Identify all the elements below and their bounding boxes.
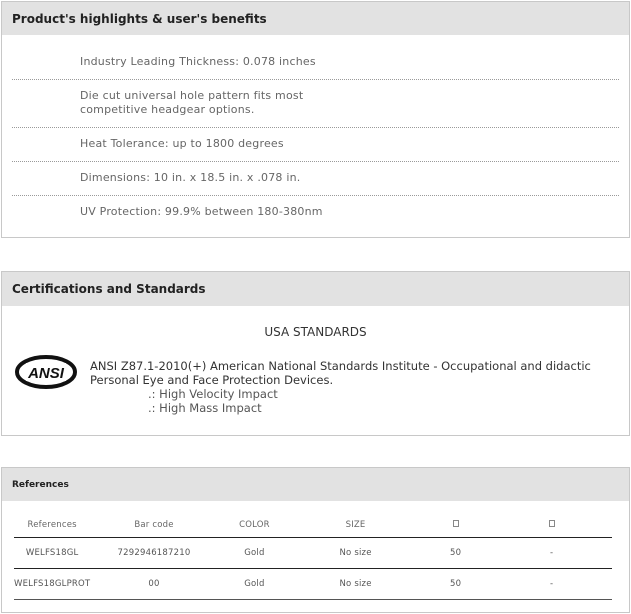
column-header: Bar code: [90, 514, 217, 537]
usa-standards-heading: USA STANDARDS: [264, 325, 367, 339]
color-cell: Gold: [218, 568, 292, 599]
quantity-cell: 50: [420, 537, 491, 568]
table-row: [14, 537, 612, 568]
size-cell: No size: [291, 568, 420, 599]
extra-cell: -: [491, 568, 612, 599]
table-row: [14, 568, 612, 599]
column-header: SIZE: [291, 514, 420, 537]
references-panel: [1, 467, 630, 613]
table-header-row: [14, 514, 612, 537]
reference-cell: WELFS18GLPROT: [14, 568, 90, 599]
impact-item: .: High Mass Impact: [148, 401, 262, 415]
quantity-cell: 50: [420, 568, 491, 599]
highlights-title: Product's highlights & user's benefits: [2, 2, 629, 35]
ansi-standard-description: ANSI Z87.1-2010(+) American National Standards Institute - Occupational and didactic Personal Eye and Face Protection Devices.: [90, 359, 591, 387]
barcode-cell: 00: [90, 568, 217, 599]
ansi-logo: [14, 352, 78, 392]
color-cell: Gold: [218, 537, 292, 568]
size-cell: No size: [291, 537, 420, 568]
impact-item: .: High Velocity Impact: [148, 387, 278, 401]
highlight-item: UV Protection: 99.9% between 180-380nm: [80, 205, 323, 218]
reference-cell: WELFS18GL: [14, 537, 90, 568]
barcode-cell: 7292946187210: [90, 537, 217, 568]
extra-cell: -: [491, 537, 612, 568]
column-header-box-icon: [491, 514, 612, 537]
highlight-item: Heat Tolerance: up to 1800 degrees: [12, 128, 619, 162]
highlight-item: Die cut universal hole pattern fits most competitive headgear options.: [12, 80, 619, 128]
box-icon: [453, 520, 459, 527]
highlight-item: Dimensions: 10 in. x 18.5 in. x .078 in.: [12, 162, 619, 196]
highlights-list: [12, 47, 619, 226]
references-title: References: [2, 468, 629, 501]
ansi-logo-text: ANSI: [28, 365, 64, 382]
certifications-title: Certifications and Standards: [2, 272, 629, 306]
column-header-box-icon: [420, 514, 491, 537]
column-header: COLOR: [218, 514, 292, 537]
references-table: [14, 514, 612, 600]
column-header: References: [14, 514, 90, 537]
highlight-item: Industry Leading Thickness: 0.078 inches: [12, 47, 619, 80]
certifications-panel: [1, 271, 630, 436]
highlights-panel: [1, 1, 630, 238]
box-icon: [549, 520, 555, 527]
